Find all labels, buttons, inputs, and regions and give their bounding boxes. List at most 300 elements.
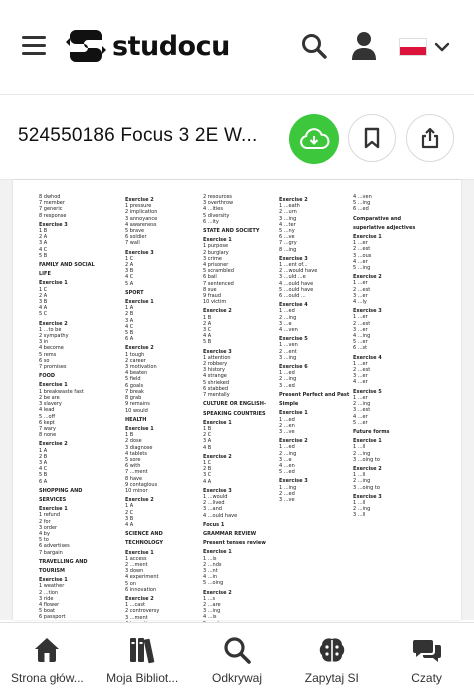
page-heading: Exercise 1	[203, 419, 232, 426]
page-answer-line: 3 ...ve	[279, 428, 295, 435]
page-heading: HEALTH	[125, 416, 147, 423]
logo-text: studocu	[112, 30, 230, 62]
page-answer-line: 3 ...est	[353, 407, 371, 414]
page-answer-line: 8 sue	[203, 286, 217, 293]
page-answer-line: 5 on	[125, 580, 136, 587]
page-column	[353, 194, 429, 519]
page-answer-line: 3 order	[39, 524, 58, 531]
page-heading: TRAVELLING AND	[39, 558, 88, 565]
page-answer-line: 2 ...ment	[125, 561, 148, 568]
page-answer-line: 4 ...ter	[279, 221, 296, 228]
page-answer-line: 2 C	[125, 509, 134, 516]
page-heading: FAMILY AND SOCIAL	[39, 262, 95, 269]
page-answer-line: 3 down	[125, 568, 144, 575]
nav-home[interactable]	[0, 623, 95, 695]
page-heading: Exercise 2	[39, 320, 68, 327]
page-answer-line: 3 ...and	[203, 506, 222, 513]
page-answer-line: 4 ...ities	[203, 206, 223, 213]
nav-discover[interactable]	[190, 623, 285, 695]
chat-bubbles-icon	[412, 635, 442, 665]
page-answer-line: 6 bail	[203, 274, 217, 281]
user-icon	[351, 31, 377, 61]
studocu-logo-icon	[66, 26, 106, 66]
page-heading: Exercise 1	[125, 425, 154, 432]
page-heading: Exercise 3	[39, 221, 68, 228]
page-answer-line: 3 ...er	[353, 373, 368, 380]
page-answer-line: 4 strange	[203, 373, 227, 380]
page-answer-line: 3 ...er	[353, 292, 368, 299]
page-answer-line: 2 controversy	[125, 608, 160, 615]
page-answer-line: 5 rems	[39, 351, 57, 358]
page-answer-line: 1 pressure	[125, 203, 152, 210]
page-answer-line: 7 ...gry	[279, 240, 297, 247]
page-answer-line: 4 by	[39, 530, 50, 537]
page-answer-line: 6 with	[125, 463, 141, 470]
page-answer-line: 1 ...er	[353, 394, 368, 401]
page-answer-line: 8 none	[39, 432, 57, 439]
page-answer-line: 2 ...lived	[203, 500, 225, 507]
page-answer-line: 1 B	[125, 432, 134, 439]
page-answer-line: 4 ...ven	[279, 327, 298, 334]
page-heading: Exercise 1	[203, 549, 232, 556]
page-answer-line: 6 advertises	[39, 543, 70, 550]
page-answer-line: 2 B	[203, 466, 212, 473]
cloud-download-icon	[300, 128, 328, 150]
page-answer-line: 1 ...cast	[125, 602, 145, 609]
page-answer-line: 2 ...ing	[279, 450, 297, 457]
search-icon	[300, 32, 328, 60]
page-heading: TECHNOLOGY	[125, 540, 163, 547]
page-answer-line: 4 tablets	[125, 450, 147, 457]
page-answer-line: 1 B	[203, 425, 212, 432]
page-answer-line: 4 A	[203, 333, 212, 340]
page-heading: Exercise 1	[125, 549, 154, 556]
page-answer-line: 3 ...nt	[203, 567, 218, 574]
nav-ask-ai-label: Zapytaj SI	[304, 671, 359, 685]
page-answer-line: 7 break	[125, 388, 144, 395]
page-heading: Exercise 2	[125, 197, 154, 203]
page-heading: Exercise 3	[203, 348, 232, 355]
nav-library-label: Moja Bibliot...	[106, 671, 179, 685]
page-answer-line: 3 ...e	[279, 320, 292, 327]
page-answer-line: 2 resources	[203, 194, 233, 200]
page-answer-line: 2 ...ent	[279, 348, 297, 355]
page-answer-line: 4 ...ould have	[203, 512, 238, 519]
page-answer-line: 3 in	[39, 339, 49, 346]
page-answer-line: 6 ...ity	[203, 218, 219, 225]
page-answer-line: 5 ...er	[353, 339, 368, 346]
page-answer-line: 6 A	[125, 336, 134, 343]
page-answer-line: 8 response	[39, 212, 67, 219]
page-answer-line: 1 ...ed	[279, 444, 295, 451]
page-answer-line: 4 C	[39, 466, 48, 473]
page-answer-line: 5 shrieked	[203, 379, 230, 386]
page-answer-line: 2 A	[39, 234, 48, 241]
page-answer-line: 5 C	[39, 311, 48, 318]
page-heading: Exercise 2	[279, 197, 308, 203]
page-heading: Exercise 3	[125, 249, 154, 256]
page-answer-line: 2 ...are	[203, 601, 221, 608]
page-answer-line: 3 ...ed	[279, 382, 295, 389]
page-answer-line: 3 C	[203, 472, 212, 479]
page-answer-line: 10 minor	[125, 487, 148, 494]
page-answer-line: 3 ...e	[279, 456, 292, 463]
page-heading: Exercise 2	[203, 589, 232, 596]
page-answer-line: 1 ...is	[203, 555, 217, 562]
page-answer-line: 5 field	[125, 376, 141, 383]
page-answer-line: 1 ...er	[353, 240, 368, 247]
bookmark-button[interactable]	[348, 114, 396, 162]
page-heading: Exercise 1	[39, 577, 68, 584]
page-heading: Exercise 2	[203, 453, 232, 460]
document-viewer[interactable]	[0, 180, 474, 620]
page-answer-line: 3 overthrow	[203, 200, 234, 207]
page-answer-line: 6 goals	[125, 382, 144, 389]
page-answer-line: 4 beaten	[125, 370, 148, 377]
page-answer-line: 7 member	[39, 200, 65, 207]
page-answer-line: 3 A	[39, 459, 48, 466]
page-answer-line: 3 ...uld ...e	[279, 274, 306, 281]
nav-chats-label: Czaty	[411, 671, 442, 685]
page-answer-line: 5 boat	[39, 608, 56, 615]
page-answer-line: 4 lead	[39, 407, 55, 414]
page-answer-line: 1 B	[39, 228, 48, 235]
page-answer-line: 2 A	[203, 320, 212, 327]
page-heading: Simple	[279, 401, 299, 408]
page-heading: Exercise 2	[353, 274, 382, 281]
page-answer-line: 1 ...er	[353, 314, 368, 321]
page-answer-line: 3 diagnose	[125, 444, 153, 451]
page-answer-line: 8 grab	[125, 395, 142, 402]
page-answer-line: 5 ...ing	[353, 265, 371, 272]
page-answer-line: 1 ...er	[353, 360, 368, 367]
page-answer-line: 4 A	[125, 521, 134, 528]
page-heading: TOURISM	[39, 567, 66, 574]
page-answer-line: 3 history	[203, 367, 225, 374]
page-answer-line: 2 ...nds	[203, 561, 222, 568]
page-answer-line: 6 stabbed	[203, 385, 228, 392]
page-answer-line: 2 ...ing	[353, 450, 371, 457]
language-selector[interactable]	[399, 36, 457, 58]
page-answer-line: 3 ...ll	[353, 512, 366, 519]
page-answer-line: 3 ...ing	[279, 215, 297, 222]
page-answer-line: 8 dwhod	[39, 194, 61, 200]
page-answer-line: 1 ...ed	[279, 308, 295, 315]
books-icon	[127, 635, 157, 665]
page-answer-line: 2 B	[125, 311, 134, 318]
page-answer-line: 1 A	[125, 305, 134, 312]
page-answer-line: 1 refund	[39, 512, 61, 519]
nav-discover-label: Odkrywaj	[211, 671, 262, 685]
page-heading: Exercise 4	[279, 302, 308, 309]
page-heading: Exercise 2	[39, 441, 68, 448]
page-heading: Exercise 5	[353, 388, 382, 395]
page-heading: Exercise 1	[353, 234, 382, 241]
page-answer-line: 2 ...tion	[39, 589, 59, 596]
page-answer-line: 8 ...ing	[279, 246, 297, 253]
share-icon	[420, 127, 440, 149]
page-answer-line: 1 C	[39, 286, 48, 293]
page-heading: SPORT	[125, 289, 144, 296]
page-answer-line: 5 ...oing	[203, 580, 224, 587]
page-answer-line: 1 A	[125, 503, 134, 510]
page-answer-line: 6 soldier	[125, 234, 147, 241]
page-heading: Exercise 1	[39, 382, 68, 389]
home-icon	[32, 635, 62, 665]
page-answer-line: 5 B	[125, 330, 134, 337]
page-answer-line: 9 remains	[125, 401, 150, 408]
page-answer-line: 2 ...urn	[279, 209, 297, 216]
polish-flag-icon	[399, 38, 427, 56]
page-heading: Exercise 3	[279, 478, 308, 485]
page-answer-line: 3 C	[203, 327, 212, 334]
page-answer-line: 6 so	[39, 357, 50, 364]
page-answer-line: 2 ...est	[353, 246, 371, 253]
menu-icon[interactable]	[22, 36, 46, 56]
page-answer-line: 1 weather	[39, 583, 65, 590]
bottom-navigation	[0, 622, 474, 695]
page-answer-line: 3 B	[125, 268, 134, 275]
page-heading: Exercise 2	[203, 308, 232, 315]
page-answer-line: 3 ...ing	[203, 608, 221, 615]
page-answer-line: 1 ...would	[203, 493, 228, 500]
page-answer-line: 4 ...ould have	[279, 280, 314, 287]
page-answer-line: 3 A	[39, 240, 48, 247]
page-answer-line: 4 ...ven	[353, 194, 372, 200]
share-button[interactable]	[406, 114, 454, 162]
page-answer-line: 1 ...er	[353, 280, 368, 287]
page-answer-line: 4 ...er	[353, 258, 368, 265]
page-heading: superlative adjectives	[353, 224, 416, 231]
page-answer-line: 6 passport	[39, 614, 66, 621]
page-heading: SCIENCE AND	[125, 531, 163, 538]
page-answer-line: 1 purpose	[203, 243, 229, 250]
page-answer-line: 2 ...est	[353, 320, 371, 327]
document-toolbar	[0, 96, 474, 180]
page-heading: Present tenses review	[203, 540, 266, 547]
page-heading: Exercise 3	[353, 493, 382, 500]
page-heading: Comparative and	[353, 215, 402, 222]
page-answer-line: 6 ...st	[353, 345, 368, 352]
page-answer-line: 2 ...ing	[353, 506, 371, 513]
page-answer-line: 4 B	[203, 444, 212, 451]
page-answer-line: 1 ...ll	[353, 499, 366, 506]
page-answer-line: 5 B	[203, 339, 212, 346]
page-answer-line: 5 sore	[125, 456, 141, 463]
page-answer-line: 5 B	[39, 252, 48, 259]
page-answer-line: 6 ...ed	[353, 206, 369, 213]
page-heading: Exercise 3	[203, 487, 232, 494]
page-heading: Exercise 3	[353, 308, 382, 315]
page-answer-line: 5 ...ny	[279, 228, 295, 235]
page-answer-line: 2 ...ed	[279, 490, 295, 497]
page-heading: Exercise 2	[125, 345, 154, 352]
page-answer-line: 4 ...ing	[353, 333, 371, 340]
page-answer-line: 2 ...ing	[353, 401, 371, 408]
page-answer-line: 2 ...en	[279, 422, 295, 429]
page-answer-line: 1 ...ent of...	[279, 262, 308, 269]
page-answer-line: 10 would	[125, 407, 148, 414]
page-heading: Focus 1	[203, 521, 225, 528]
bookmark-icon	[364, 127, 380, 149]
download-button[interactable]	[289, 114, 339, 164]
page-answer-line: 5 A	[125, 280, 134, 287]
page-answer-line: 5 ...ing	[353, 200, 371, 207]
page-answer-line: 7 wall	[125, 240, 140, 247]
page-heading: Exercise 3	[279, 255, 308, 262]
page-heading: Exercise 1	[203, 237, 232, 244]
page-answer-line: 7 bargain	[39, 549, 63, 556]
page-answer-line: 2 burglary	[203, 249, 229, 256]
page-answer-line: 4 C	[125, 323, 134, 330]
page-answer-line: 3 annoyance	[125, 215, 158, 222]
page-answer-line: 2 A	[125, 262, 134, 269]
page-answer-line: 2 for	[39, 518, 51, 525]
page-answer-line: 1 ...ed	[279, 370, 295, 377]
page-heading: Exercise 2	[353, 465, 382, 472]
page-heading: FOOD	[39, 373, 56, 380]
page-answer-line: 1 tough	[125, 351, 145, 358]
page-answer-line: 6 kept	[39, 419, 55, 426]
page-answer-line: 2 sympathy	[39, 333, 69, 340]
page-answer-line: 2 ...est	[353, 367, 371, 374]
search-icon	[222, 635, 252, 665]
page-answer-line: 4 ...ly	[353, 299, 367, 306]
page-answer-line: 7 mentally	[203, 392, 230, 399]
page-answer-line: 2 ...ing	[279, 376, 297, 383]
document-title: 524550186 Focus 3 2E W...	[18, 125, 258, 146]
page-answer-line: 3 ...oing to	[353, 484, 380, 491]
page-answer-line: 8 have	[125, 475, 143, 482]
page-answer-line: 3 ...oing to	[353, 456, 380, 463]
page-heading: Exercise 5	[279, 336, 308, 343]
page-heading: Exercise 1	[39, 280, 68, 287]
page-answer-line: 4 A	[39, 305, 48, 312]
page-answer-line: 3 ...ous	[353, 252, 372, 259]
page-heading: Exercise 6	[279, 364, 308, 371]
page-answer-line: 3 slavery	[39, 401, 62, 408]
page-answer-line: 3 B	[125, 515, 134, 522]
page-answer-line: 5 diversity	[203, 212, 230, 219]
page-answer-line: 3 ...ve	[279, 496, 295, 503]
page-answer-line: 4 C	[125, 274, 134, 281]
page-answer-line: 7 ...ment	[125, 469, 148, 476]
page-heading: Exercise 2	[125, 595, 154, 602]
page-answer-line: 4 ...en	[279, 462, 295, 469]
top-bar	[0, 0, 474, 95]
page-answer-line: 5 ...ed	[279, 469, 295, 476]
page-answer-line: 5 ...er	[353, 419, 368, 426]
page-heading: STATE AND SOCIETY	[203, 228, 260, 235]
page-answer-line: 2 robbery	[203, 361, 228, 368]
page-answer-line: 3 ...er	[353, 326, 368, 333]
account-button[interactable]	[351, 31, 377, 61]
page-answer-line: 4 ...is	[203, 614, 217, 621]
page-heading: SPEAKING COUNTRIES	[203, 410, 266, 417]
page-heading: GRAMMAR REVIEW	[203, 530, 257, 537]
page-heading: Exercise 1	[279, 410, 308, 417]
page-answer-line: 9 contagious	[125, 481, 158, 488]
page-answer-line: 1 ...eath	[279, 203, 300, 210]
page-answer-line: 3 motivation	[125, 364, 157, 371]
page-answer-line: 4 experiment	[125, 574, 159, 581]
page-answer-line: 4 ...er	[353, 413, 368, 420]
page-answer-line: 7 generic	[39, 206, 63, 213]
page-answer-line: 4 ...er	[353, 379, 368, 386]
page-column	[203, 194, 279, 648]
page-heading: LIFE	[39, 271, 51, 278]
page-answer-line: 3 ...ment	[125, 614, 148, 621]
page-answer-line: 1 B	[203, 314, 212, 321]
page-answer-line: 1 ...ven	[279, 342, 298, 349]
page-answer-line: 2 C	[203, 432, 212, 439]
page-column	[125, 194, 201, 639]
page-answer-line: 2 B	[39, 453, 48, 460]
page-answer-line: 1 ...s	[203, 595, 216, 602]
page-answer-line: 7 sentenced	[203, 280, 234, 287]
page-answer-line: 9 fraud	[203, 293, 221, 300]
page-answer-line: 5 brave	[125, 228, 145, 235]
page-answer-line: 6 innovation	[125, 586, 157, 593]
page-heading: Exercise 1	[353, 438, 382, 445]
page-heading: Present Perfect and Past	[279, 391, 350, 398]
nav-library[interactable]	[95, 623, 190, 695]
page-answer-line: 5 ...off	[39, 413, 56, 420]
page-heading: Exercise 2	[125, 497, 154, 504]
page-heading: Exercise 1	[125, 299, 154, 306]
page-answer-line: 2 ...ing	[279, 314, 297, 321]
page-heading: Exercise 4	[353, 354, 382, 361]
page-heading: SERVICES	[39, 496, 67, 503]
page-answer-line: 2 ...ing	[353, 478, 371, 485]
page-answer-line: 3 ...ing	[279, 354, 297, 361]
page-answer-line: 7 wary	[39, 425, 56, 432]
document-page	[13, 180, 461, 620]
page-heading: Exercise 2	[279, 438, 308, 445]
page-answer-line: 2 dose	[125, 438, 142, 445]
page-answer-line: 1 C	[203, 459, 212, 466]
page-answer-line: 1 A	[39, 447, 48, 454]
page-answer-line: 4 prisoner	[203, 262, 229, 269]
page-heading: SHOPPING AND	[39, 487, 83, 494]
page-answer-line: 1 access	[125, 555, 147, 562]
page-answer-line: 1 ...ll	[353, 472, 366, 479]
page-answer-line: 5 ...ould have	[279, 286, 314, 293]
page-heading: CULTURE OR ENGLISH-	[203, 401, 267, 408]
page-answer-line: 6 ...ve	[279, 234, 295, 241]
page-answer-line: 4 A	[203, 478, 212, 485]
page-answer-line: 2 A	[39, 292, 48, 299]
page-column	[279, 194, 355, 503]
page-answer-line: 2 career	[125, 357, 146, 364]
page-heading: Exercise 1	[39, 506, 68, 513]
page-answer-line: 4 C	[39, 246, 48, 253]
page-answer-line: 4 flower	[39, 601, 60, 608]
nav-chats[interactable]	[379, 623, 474, 695]
page-answer-line: 1 breakwaste fast	[39, 388, 84, 395]
studocu-logo[interactable]	[66, 24, 230, 68]
page-answer-line: 4 ...in	[203, 574, 218, 581]
page-answer-line: 1 ...to be	[39, 326, 62, 333]
nav-ask-ai[interactable]	[284, 623, 379, 695]
page-answer-line: 5 scrambled	[203, 268, 234, 275]
page-answer-line: 3 B	[39, 299, 48, 306]
page-answer-line: 6 A	[39, 478, 48, 485]
search-button[interactable]	[300, 32, 328, 60]
page-answer-line: 3 ride	[39, 595, 54, 602]
page-answer-line: 1 attention	[203, 354, 231, 361]
page-answer-line: 4 become	[39, 345, 64, 352]
